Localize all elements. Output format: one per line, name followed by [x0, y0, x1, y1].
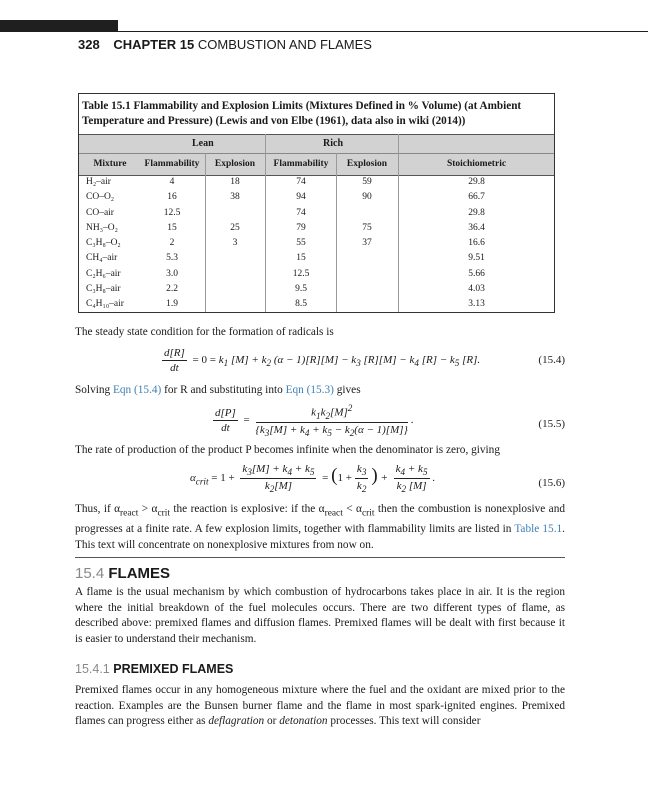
- table-cell-rich-flam: 74: [296, 177, 306, 187]
- table-cell-lean-flam: 1.9: [166, 299, 178, 310]
- equation-number-15-5: (15.5): [538, 418, 565, 430]
- table-cell-rich-expl: 75: [362, 222, 372, 233]
- flammability-table: [78, 93, 555, 313]
- table-cell-lean-flam: 5.3: [166, 253, 178, 264]
- paragraph-premixed: Premixed flames occur in any homogeneous mixture where the fuel and the oxidant are mixed prior to the reaction. Examples are the Bunsen burner flame and the flame in most spark-ignited engines. Premixed flames can progress either as deflagration or detonation processes. This text will consider: [75, 684, 565, 728]
- table-row: [79, 222, 554, 237]
- running-head: [78, 37, 372, 52]
- group-rich: Rich: [323, 138, 343, 149]
- table-cell-stoich: 29.8: [468, 207, 485, 218]
- col-stoichiometric: Stoichiometric: [446, 159, 507, 169]
- table-cell-rich-flam: 94: [296, 192, 306, 203]
- table-cell-lean-expl: 3: [232, 238, 238, 249]
- chapter-label: CHAPTER 15: [113, 37, 195, 52]
- table-cell-mixture: CO–air: [86, 207, 114, 218]
- link-table-15-1[interactable]: Table 15.1: [514, 522, 563, 535]
- header-rule: [118, 31, 648, 32]
- table-cell-stoich: 66.7: [468, 192, 485, 203]
- table-cell-rich-flam: 79: [296, 222, 306, 233]
- table-cell-stoich: 9.51: [468, 253, 485, 264]
- table-cell-rich-flam: 12.5: [292, 268, 310, 279]
- paragraph-rate: The rate of production of the product P becomes infinite when the denominator is zero, giving: [75, 444, 500, 456]
- table-cell-stoich: 16.6: [468, 238, 485, 249]
- equation-15-4: $\frac{d[R]}{dt}$ = $0 = k_1$ $[M] + k_2$ $(\alpha - 1)[R][M] - k_3$ $[R][M] - k_4$ $[R] - k_5$ [R].: [164, 347, 481, 374]
- table-row: [79, 237, 554, 252]
- equation-number-15-4: (15.4): [538, 354, 565, 366]
- table-cell-stoich: 29.8: [468, 177, 485, 187]
- table-row: [79, 298, 554, 313]
- table-cell-rich-expl: 37: [362, 238, 372, 249]
- table-cell-lean-flam: 3.0: [166, 268, 178, 279]
- col-lean-explosion: Explosion: [214, 159, 256, 169]
- table-cell-lean-flam: 12.5: [163, 207, 181, 218]
- table-cell-rich-flam: 74: [296, 207, 306, 218]
- table-cell-mixture: CH₄–air: [86, 253, 118, 264]
- col-rich-explosion: Explosion: [346, 159, 388, 169]
- table-cell-lean-expl: 38: [230, 192, 240, 203]
- table-cell-lean-flam: 4: [169, 177, 175, 187]
- table-column-header: [79, 153, 554, 176]
- paragraph-flame: A flame is the usual mechanism by which combustion of hydrocarbons takes place in air. It is the region where the initial breakdown of the fuel molecules occurs. There are two different types of flame, as described above: premixed flames and diffusion flames. Premixed flames will be dealt with first because it is easier to understand their mechanism.: [75, 586, 565, 646]
- table-group-header: [79, 134, 554, 153]
- table-cell-stoich: 5.66: [468, 268, 485, 279]
- col-mixture: Mixture: [93, 159, 127, 169]
- col-lean-flammability: Flammability: [144, 159, 200, 169]
- table-body: [79, 176, 554, 314]
- group-lean: Lean: [192, 138, 214, 149]
- table-cell-lean-expl: 25: [230, 222, 240, 233]
- section-heading: [75, 565, 170, 582]
- table-cell-rich-expl: 59: [362, 177, 372, 187]
- table-row: [79, 268, 554, 283]
- equation-15-6: $\alpha_{crit} = 1$ + $\frac{k_3[M] + k_4 + k_5}{k_2[M]}$ = (1 + $\frac{k_3}{k_2}$ ) + $\frac{k_4 + k_5}{k_2 [M]}$ .: [190, 463, 436, 495]
- table-row: [79, 252, 554, 267]
- table-cell-rich-expl: 90: [362, 192, 372, 203]
- section-rule: [75, 557, 565, 558]
- paragraph-radicals: The steady state condition for the formation of radicals is: [75, 326, 334, 338]
- table-cell-rich-flam: 9.5: [295, 284, 307, 295]
- subsection-title: PREMIXED FLAMES: [113, 662, 234, 676]
- table-cell-rich-flam: 55: [296, 238, 306, 249]
- table-cell-lean-flam: 16: [167, 192, 177, 203]
- table-row: [79, 191, 554, 206]
- subsection-heading: [75, 662, 233, 676]
- chapter-title: COMBUSTION AND FLAMES: [197, 37, 372, 52]
- table-cell-mixture: C₂H₆–air: [86, 268, 121, 279]
- table-cell-mixture: C₃H₈–air: [86, 284, 121, 295]
- table-cell-mixture: H₂–air: [86, 177, 111, 187]
- table-cell-stoich: 4.03: [468, 284, 485, 295]
- link-eqn-15-3[interactable]: Eqn (15.3): [285, 384, 334, 396]
- subsection-number: 15.4.1: [75, 662, 110, 676]
- paragraph-explosive: Thus, if $\alpha_{react} > \alpha_{crit}$ the reaction is explosive: if the $\alpha_{react} < \alpha_{crit}$ then the combustion is nonexplosive and progresses at a finite rate. A few explosion limits, together with flammability limits are listed in Table 15.1. This text will concentrate on nonexplosive mixtures from now on.: [75, 503, 565, 551]
- table-cell-lean-flam: 2.2: [166, 284, 178, 295]
- equation-number-15-6: (15.6): [538, 477, 565, 489]
- table-cell-rich-flam: 8.5: [295, 299, 307, 310]
- table-row: [79, 283, 554, 298]
- table-cell-rich-flam: 15: [296, 253, 306, 264]
- table-cell-stoich: 3.13: [468, 299, 485, 310]
- table-cell-lean-expl: 18: [230, 177, 240, 187]
- table-cell-mixture: C₃H₈–O₂: [86, 238, 121, 249]
- header-bar: [0, 20, 118, 32]
- table-row: [79, 207, 554, 222]
- table-cell-mixture: CO–O₂: [86, 192, 115, 203]
- paragraph-solving: Solving Eqn (15.4) for R and substituting into Eqn (15.3) gives: [75, 384, 361, 396]
- table-cell-lean-flam: 15: [167, 222, 177, 233]
- table-cell-stoich: 36.4: [468, 222, 485, 233]
- section-number: 15.4: [75, 565, 105, 582]
- section-title: FLAMES: [108, 565, 171, 582]
- col-rich-flammability: Flammability: [273, 159, 329, 169]
- table-row: [79, 176, 554, 191]
- table-cell-mixture: C₄H₁₀–air: [86, 299, 124, 310]
- page-number: 328: [78, 37, 100, 52]
- table-caption: Table 15.1 Flammability and Explosion Limits (Mixtures Defined in % Volume) (at Ambient Temperature and Pressure) (Lewis and von Elbe (1961), data also in wiki (2014)): [82, 100, 522, 127]
- link-eqn-15-4[interactable]: Eqn (15.4): [112, 384, 162, 396]
- table-cell-mixture: NH₃–O₂: [86, 222, 118, 233]
- equation-15-5: $\frac{d[P]}{dt}$ = $\frac{k_1k_2[M]^2}{\{k_3[M] + k_4 + k_5 - k_2(\alpha - 1)[M]\}}$ .: [215, 403, 414, 439]
- table-cell-lean-flam: 2: [169, 238, 175, 249]
